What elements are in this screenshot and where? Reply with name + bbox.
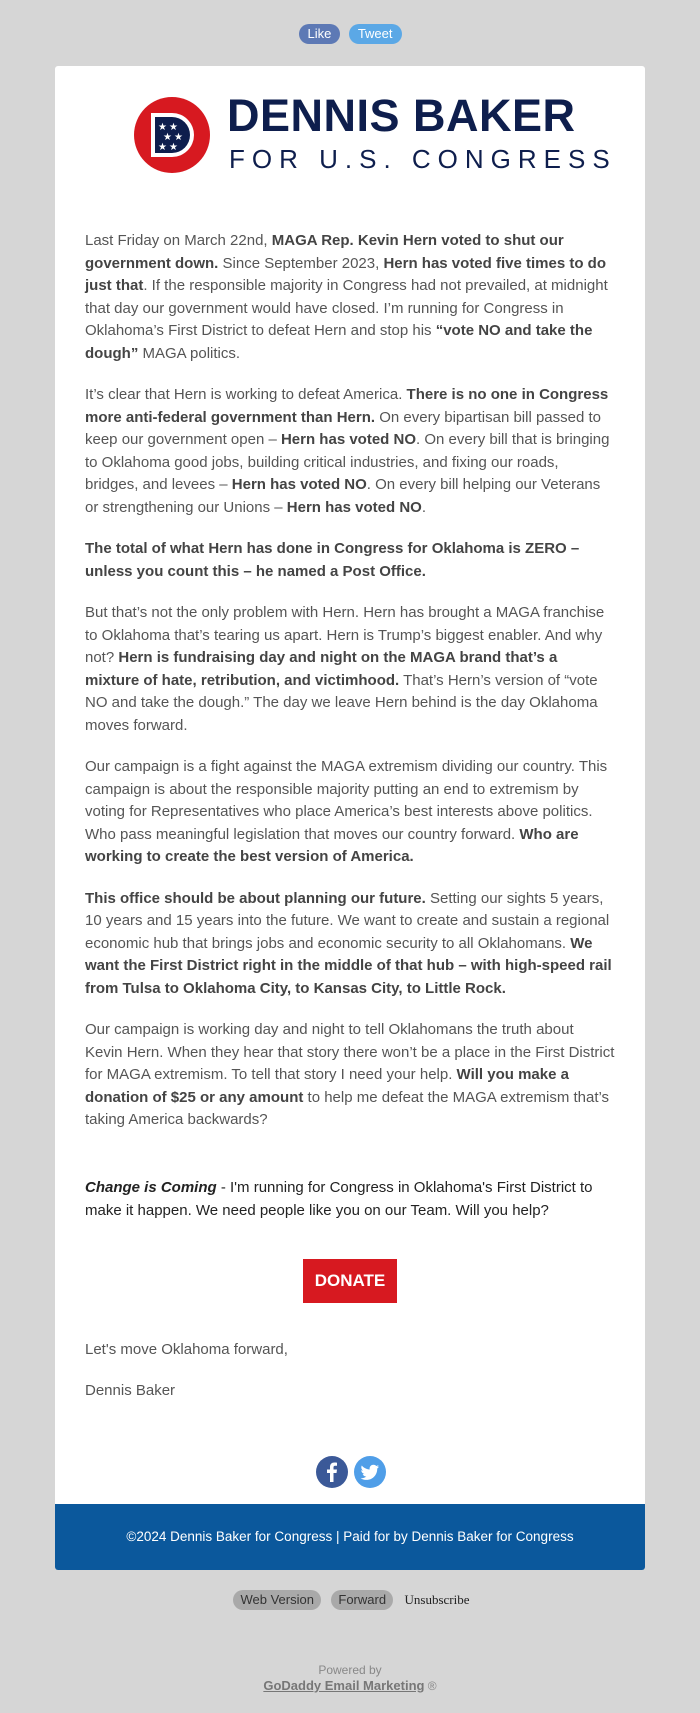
campaign-logo bbox=[127, 90, 617, 180]
paragraph bbox=[85, 538, 615, 583]
text-segment: to help me defeat the MAGA extremism that’s taking America backwards? bbox=[85, 1088, 610, 1128]
text-segment: On every bipartisan bill passed to keep our government open – bbox=[85, 408, 602, 448]
facebook-icon[interactable] bbox=[316, 1456, 348, 1488]
web-version-link[interactable]: Web Version bbox=[233, 1590, 320, 1610]
text-segment: . On every bill that is bringing to Oklahoma good jobs, building critical industries, and fixing our roads, bridges, and levees – bbox=[85, 431, 610, 493]
text-segment: But that’s not the only problem with Hern. Hern has brought a MAGA franchise to Oklahoma that’s tearing us apart. Hern is Trump’s biggest enabler. And why not? bbox=[85, 604, 605, 666]
twitter-icon[interactable] bbox=[354, 1456, 386, 1488]
paragraph bbox=[85, 756, 615, 869]
social-links bbox=[316, 1456, 388, 1488]
svg-text:★: ★ bbox=[163, 132, 172, 143]
call-to-action bbox=[85, 1177, 615, 1222]
tweet-button[interactable]: Tweet bbox=[349, 24, 402, 44]
cta-lead: Change is Coming bbox=[85, 1179, 217, 1196]
bold-text: Hern has voted NO bbox=[286, 498, 422, 516]
bold-text: Will you make a donation of $25 or any amount bbox=[85, 1066, 569, 1106]
logo-name: DENNIS BAKER bbox=[227, 90, 576, 141]
unsubscribe-link[interactable]: Unsubscribe bbox=[404, 1592, 470, 1607]
text-segment: . On every bill helping our Veterans or strengthening our Unions – bbox=[85, 476, 601, 516]
registered-mark: ® bbox=[424, 1679, 437, 1693]
svg-text:★: ★ bbox=[174, 132, 183, 143]
text-segment: MAGA politics. bbox=[138, 344, 241, 362]
bold-text: Hern has voted five times to do just that bbox=[85, 254, 606, 294]
bold-text: The total of what Hern has done in Congress for Oklahoma is ZERO – unless you count this – he named a Post Office. bbox=[85, 540, 580, 580]
signoff-line: Let's move Oklahoma forward, bbox=[85, 1341, 288, 1358]
signoff-name: Dennis Baker bbox=[85, 1382, 176, 1399]
email-card bbox=[55, 66, 645, 1570]
text-segment: Our campaign is working day and night to tell Oklahomans the truth about Kevin Hern. When they hear that story there won’t be a place in the First District for MAGA extremism. To tell that story I need your help. bbox=[85, 1021, 615, 1083]
text-segment: It’s clear that Hern is working to defeat America. bbox=[85, 386, 407, 403]
text-segment: Since September 2023, bbox=[218, 254, 384, 272]
text-segment: That’s Hern’s version of “vote NO and take the dough.” The day we leave Hern behind is the day Oklahoma moves forward. bbox=[85, 671, 598, 734]
forward-link[interactable]: Forward bbox=[331, 1590, 393, 1610]
cta-text: - I'm running for Congress in Oklahoma's First District to make it happen. We need people like you on our Team. Will you help? bbox=[85, 1179, 593, 1219]
paragraph bbox=[85, 602, 615, 737]
email-footer-links bbox=[0, 1590, 700, 1610]
facebook-like-button[interactable]: Like bbox=[299, 24, 341, 44]
text-segment: . If the responsible majority in Congress had not prevailed, at midnight that day our government would have closed. I’m running for Congress in Oklahoma’s First District to defeat Hern and stop his bbox=[85, 277, 608, 339]
footer-text: ©2024 Dennis Baker for Congress | Paid for by Dennis Baker for Congress bbox=[126, 1529, 574, 1544]
social-share-top bbox=[0, 0, 700, 60]
bold-text: Hern has voted NO bbox=[280, 431, 416, 448]
bold-text: This office should be about planning our future. bbox=[85, 889, 426, 907]
paragraph bbox=[85, 888, 615, 1001]
text-segment: Last Friday on March 22nd, bbox=[85, 232, 272, 249]
paragraph bbox=[85, 384, 615, 519]
svg-text:★: ★ bbox=[169, 142, 178, 153]
bold-text: Hern has voted NO bbox=[231, 476, 367, 493]
text-segment: Setting our sights 5 years, 10 years and 15 years into the future. We want to create and sustain a regional economic hub that brings jobs and economic security to all Oklahomans. bbox=[85, 889, 610, 952]
svg-text:★: ★ bbox=[158, 122, 167, 133]
text-segment: Our campaign is a fight against the MAGA extremism dividing our country. This campaign is about the responsible majority putting an end to extremism by voting for Representatives who place America’s best interests above politics. Who pass meaningful legislation that moves our country forward. bbox=[85, 758, 608, 843]
bold-text: We want the First District right in the middle of that hub – with high-speed rail from Tulsa to Oklahoma City, to Kansas City, to Little Rock. bbox=[85, 934, 612, 997]
stars-d-logo-icon bbox=[127, 90, 217, 180]
footer-bar bbox=[55, 1504, 645, 1570]
svg-text:★: ★ bbox=[158, 142, 167, 153]
bold-text: MAGA Rep. Kevin Hern voted to shut our government down. bbox=[85, 232, 564, 272]
powered-by-label: Powered by bbox=[318, 1663, 382, 1677]
bold-text: “vote NO and take the dough” bbox=[85, 322, 593, 362]
bold-text: Hern is fundraising day and night on the MAGA brand that’s a mixture of hate, retribution, and victimhood. bbox=[85, 649, 558, 689]
paragraph bbox=[85, 1019, 615, 1132]
godaddy-link[interactable]: GoDaddy Email Marketing bbox=[263, 1678, 425, 1693]
bold-text: Who are working to create the best version of America. bbox=[85, 825, 579, 865]
donate-button[interactable]: DONATE bbox=[303, 1259, 397, 1303]
letter-body bbox=[85, 230, 615, 1151]
svg-text:★: ★ bbox=[169, 122, 178, 133]
paragraph bbox=[85, 230, 615, 365]
text-segment: . bbox=[421, 498, 426, 516]
logo-subtitle: FOR U.S. CONGRESS bbox=[229, 144, 617, 174]
powered-by bbox=[0, 1663, 700, 1694]
bold-text: There is no one in Congress more anti-federal government than Hern. bbox=[85, 386, 609, 426]
